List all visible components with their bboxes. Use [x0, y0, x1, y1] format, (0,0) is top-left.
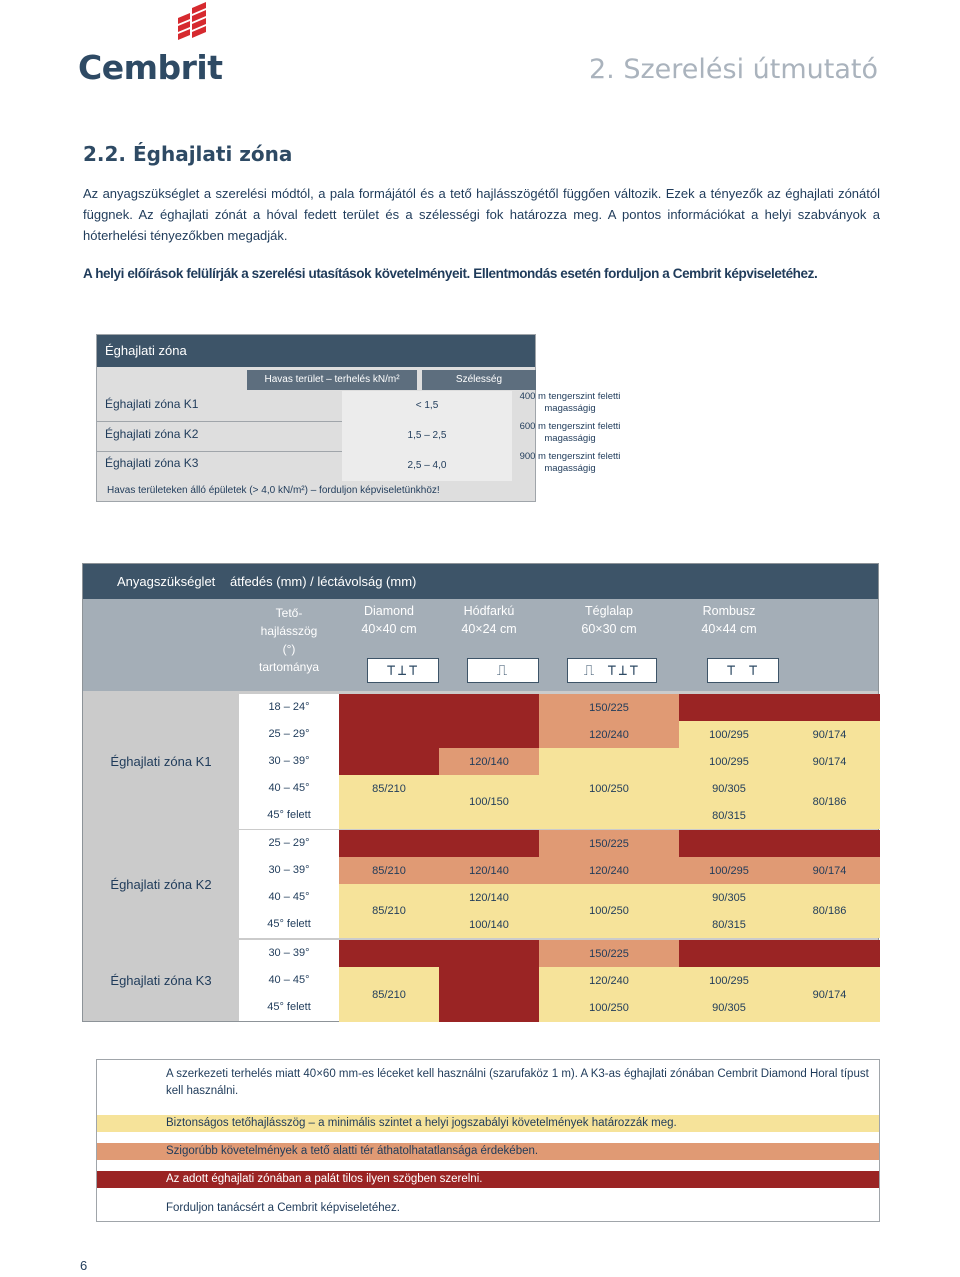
angle-header-line: tartománya	[258, 660, 320, 674]
col-rombusz-name: Rombusz	[702, 604, 756, 618]
hodfarku-install-icon: ⎍	[467, 658, 539, 683]
value-cell: 120/140	[439, 884, 539, 911]
angle-cell: 45° felett	[239, 911, 339, 938]
forbidden-cell	[679, 940, 880, 967]
value-cell: 90/305	[679, 994, 779, 1022]
climate-table-title: Éghajlati zóna	[97, 335, 535, 367]
header-overlap: átfedés (mm) / léctávolság (mm)	[230, 574, 417, 589]
value-cell: 90/174	[779, 857, 880, 884]
value-cell: 90/305	[679, 775, 779, 802]
value-cell: 85/210	[339, 967, 439, 1022]
climate-zone-table	[96, 334, 621, 502]
value-cell: 80/315	[679, 911, 779, 938]
chapter-title: 2. Szerelési útmutató	[589, 54, 878, 85]
value-cell: 100/295	[679, 748, 779, 775]
angle-cell: 25 – 29°	[239, 721, 339, 748]
value-cell: 100/295	[679, 857, 779, 884]
col-hodfarku-name: Hódfarkú	[463, 604, 515, 618]
legend-box	[96, 1059, 880, 1222]
rombusz-install-icon: ⊤ ⊤	[707, 658, 779, 683]
value-cell: 90/174	[779, 967, 880, 1022]
notice-text: A helyi előírások felülírják a szerelési utasítások követelményeit. Ellentmondás esetén forduljon a Cembrit képviseletéhez.	[83, 266, 818, 281]
col-rombusz	[679, 602, 779, 638]
angle-header-line: (°)	[282, 642, 296, 656]
value-cell: 100/250	[539, 994, 679, 1022]
page-number: 6	[80, 1258, 88, 1273]
col-teglalap-name: Téglalap	[585, 604, 633, 618]
legend-item-white: A szerkezeti terhelés miatt 40×60 mm-es léceket kell használni (szarufaköz 1 m). A K3-as éghajlati zónában Cembrit Diamond Horal típust kell használni.	[166, 1068, 869, 1097]
zone-k2-lat: 600 m tengerszint feletti magasságig	[519, 421, 621, 444]
value-cell: 120/140	[439, 857, 539, 884]
value-cell: 120/240	[539, 721, 679, 748]
value-cell: 120/240	[539, 967, 679, 994]
teglalap-install-icon: ⎍ ⊤⊥⊤	[567, 658, 657, 683]
legend-item-orange: Szigorúbb követelmények a tető alatti tér áthatolhatatlansága érdekében.	[97, 1143, 879, 1160]
angle-cell: 45° felett	[239, 994, 339, 1021]
zone-k3-row-label: Éghajlati zóna K3	[110, 973, 212, 988]
value-cell: 90/305	[679, 884, 779, 911]
angle-header	[239, 604, 339, 676]
forbidden-cell	[339, 940, 439, 967]
value-cell: 120/140	[439, 748, 539, 775]
angle-cell: 40 – 45°	[239, 775, 339, 802]
value-text: 85/210	[372, 782, 406, 795]
row-divider	[97, 451, 342, 452]
value-cell: 100/150	[439, 775, 539, 829]
value-cell: 100/140	[439, 911, 539, 938]
zone-k1-lat: 400 m tengerszint feletti magasságig	[519, 391, 621, 414]
angle-header-line: Tető-	[275, 606, 303, 620]
legend-item-yellow: Biztonságos tetőhajlásszög – a minimális szintet a helyi jogszabályi követelmények határozzák meg.	[97, 1115, 879, 1132]
angle-cell: 25 – 29°	[239, 830, 339, 857]
value-text: 100/250	[589, 782, 629, 795]
forbidden-cell	[679, 694, 880, 721]
col-lat-header: Szélesség	[422, 370, 536, 390]
col-hodfarku-size: 40×24 cm	[461, 622, 517, 636]
angle-header-line: hajlásszög	[260, 624, 318, 638]
diamond-install-icon: ⊤⊥⊤	[367, 658, 439, 683]
col-hodfarku	[439, 602, 539, 638]
value-cell: 80/315	[679, 802, 779, 829]
value-cell: 85/210	[339, 884, 439, 938]
climate-footnote: Havas területeken álló épületek (> 4,0 kN/m²) – forduljon képviseletünkhöz!	[107, 485, 440, 496]
col-diamond	[339, 602, 439, 638]
value-cell: 100/295	[679, 967, 779, 994]
forbidden-cell	[339, 748, 439, 775]
value-cell: 150/225	[539, 830, 679, 857]
angle-cell: 18 – 24°	[239, 694, 339, 721]
angle-cell: 30 – 39°	[239, 857, 339, 884]
row-divider	[97, 421, 342, 422]
value-cell: 85/210	[339, 857, 439, 884]
zone-k2-snow: 1,5 – 2,5	[342, 421, 512, 451]
zone-k1-snow: < 1,5	[342, 391, 512, 421]
value-cell: 100/295	[679, 721, 779, 748]
value-cell: 90/174	[779, 721, 880, 748]
value-cell: 100/250	[539, 884, 679, 938]
legend-item-red: Az adott éghajlati zónában a palát tilos ilyen szögben szerelni.	[97, 1171, 879, 1188]
value-cell: 120/240	[539, 857, 679, 884]
zone-k1-row-label: Éghajlati zóna K1	[110, 754, 212, 769]
intro-text	[83, 183, 880, 246]
value-cell: 150/225	[539, 940, 679, 967]
col-teglalap-size: 60×30 cm	[581, 622, 637, 636]
forbidden-cell	[339, 830, 539, 857]
value-cell	[539, 775, 679, 829]
value-cell: 80/186	[779, 775, 880, 829]
empty-cell	[539, 748, 679, 775]
zone-k3-lat: 900 m tengerszint feletti magasságig	[519, 451, 621, 474]
header-material: Anyagszükséglet	[117, 574, 216, 589]
zone-k1-label: Éghajlati zóna K1	[105, 397, 199, 411]
angle-cell: 30 – 39°	[239, 748, 339, 775]
value-cell	[339, 775, 439, 829]
angle-cell: 30 – 39°	[239, 940, 339, 967]
forbidden-cell	[679, 830, 880, 857]
forbidden-cell	[339, 694, 539, 748]
value-cell: 80/186	[779, 884, 880, 938]
cembrit-logo	[78, 2, 223, 87]
legend-item-contact: Forduljon tanácsért a Cembrit képviseletéhez.	[166, 1202, 400, 1214]
zone-k3-snow: 2,5 – 4,0	[342, 451, 512, 481]
zone-k2-label: Éghajlati zóna K2	[105, 427, 199, 441]
value-cell: 90/174	[779, 748, 880, 775]
logo-bars-icon	[176, 2, 210, 48]
zone-k2-row-label: Éghajlati zóna K2	[110, 877, 212, 892]
logo-text: Cembrit	[78, 48, 223, 87]
col-rombusz-size: 40×44 cm	[701, 622, 757, 636]
col-diamond-size: 40×40 cm	[361, 622, 417, 636]
angle-cell: 40 – 45°	[239, 967, 339, 994]
col-teglalap	[559, 602, 659, 638]
zone-k3-label: Éghajlati zóna K3	[105, 456, 199, 470]
intro-paragraph: Az anyagszükséglet a szerelési módtól, a pala formájától és a tető hajlásszögétől függően változik. Ezek a tényezők az éghajlati zónától függnek. Az éghajlati zónát a hóval fedett terület és a szélességi fok határozza meg. A pontos információkat a helyi szabványok a hóterhelési tényezőkben megadják.	[83, 186, 880, 243]
angle-cell: 40 – 45°	[239, 884, 339, 911]
forbidden-cell	[439, 940, 539, 1022]
angle-cell: 45° felett	[239, 802, 339, 829]
col-diamond-name: Diamond	[363, 604, 415, 618]
section-title: 2.2. Éghajlati zóna	[83, 142, 293, 166]
col-snow-header: Havas terület – terhelés kN/m²	[247, 370, 417, 390]
material-table-header	[83, 564, 878, 599]
material-table	[82, 563, 879, 1022]
value-cell: 150/225	[539, 694, 679, 721]
